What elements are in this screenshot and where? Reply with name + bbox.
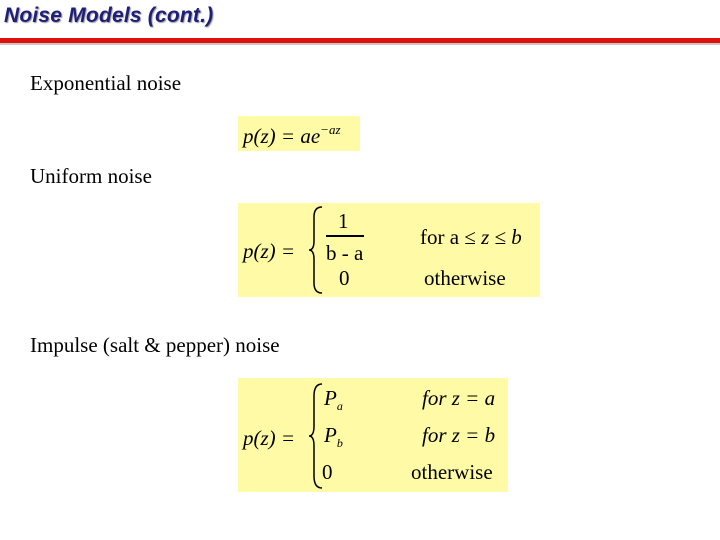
- uniform-lhs: p(z) =: [243, 239, 296, 263]
- impulse-case1: $P_a$: [324, 386, 343, 413]
- impulse-otherwise: otherwise: [411, 460, 493, 484]
- exponential-noise-label: Exponential noise: [30, 71, 182, 95]
- uniform-fraction-bar: [326, 235, 364, 237]
- impulse-equation: [238, 378, 508, 492]
- exponential-equation: [238, 116, 360, 151]
- exponential-rhs-exponent: −az: [320, 122, 341, 137]
- uniform-otherwise: otherwise: [424, 266, 506, 290]
- exponential-rhs-base: ae: [300, 124, 321, 148]
- uniform-zero: 0: [339, 266, 350, 290]
- uniform-equation: [238, 203, 540, 297]
- uniform-condition: for a ≤ z ≤ b: [420, 225, 522, 249]
- title-underline-shadow: [0, 43, 720, 45]
- uniform-denominator: b - a: [326, 241, 364, 265]
- impulse-noise-label: Impulse (salt & pepper) noise: [30, 333, 280, 357]
- uniform-noise-label: Uniform noise: [30, 164, 152, 188]
- impulse-case3: 0: [322, 460, 333, 484]
- impulse-cond2: for z = b: [422, 423, 496, 447]
- impulse-cond1: for z = a: [422, 386, 496, 410]
- uniform-numerator: 1: [338, 209, 349, 233]
- exponential-lhs: p(z) =: [243, 124, 301, 148]
- impulse-lhs: p(z) =: [243, 426, 296, 450]
- impulse-case2: $P_b$: [324, 423, 343, 450]
- slide-title: Noise Models (cont.): [4, 4, 214, 27]
- uniform-left-brace: [308, 205, 324, 295]
